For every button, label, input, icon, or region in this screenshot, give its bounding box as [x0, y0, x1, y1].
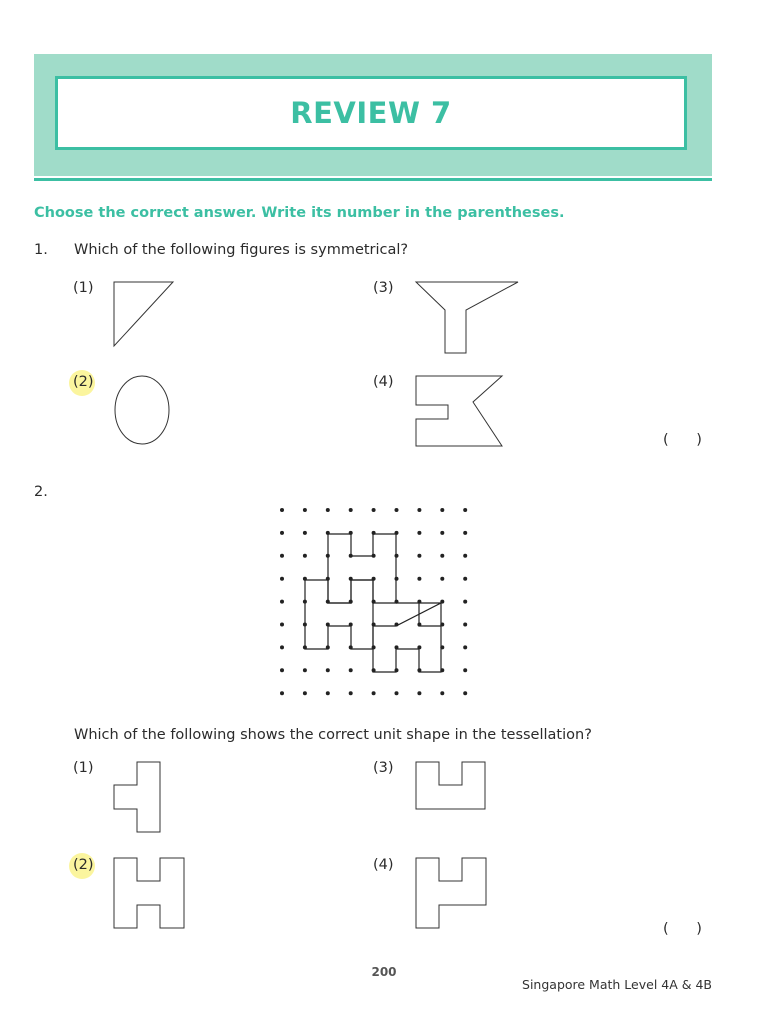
- grid-dot: [280, 600, 284, 604]
- grid-dot: [395, 691, 399, 695]
- grid-dot: [280, 623, 284, 627]
- q2-option-1-shape: [110, 758, 166, 838]
- book-title-footer: Singapore Math Level 4A & 4B: [522, 977, 712, 992]
- page-title: REVIEW 7: [290, 96, 452, 130]
- grid-dot: [280, 645, 284, 649]
- page-number: 200: [371, 965, 397, 979]
- grid-dot: [440, 531, 444, 535]
- grid-dot: [280, 668, 284, 672]
- grid-dot: [303, 554, 307, 558]
- grid-dot: [440, 508, 444, 512]
- grid-dot: [326, 691, 330, 695]
- grid-dot: [326, 508, 330, 512]
- grid-dot: [280, 577, 284, 581]
- q1-option-2-label: (2): [73, 374, 94, 390]
- q1-answer-blank[interactable]: ( ): [663, 432, 702, 448]
- q2-option-2-label: (2): [73, 857, 94, 873]
- question-2-number: 2.: [34, 484, 48, 500]
- grid-dot: [280, 554, 284, 558]
- grid-dot: [349, 668, 353, 672]
- banner-divider: [34, 178, 712, 181]
- grid-dot: [463, 645, 467, 649]
- q1-oval-figure: [110, 372, 176, 450]
- q2-option-4-shape: [412, 854, 492, 934]
- grid-dot: [463, 531, 467, 535]
- grid-dot: [280, 508, 284, 512]
- grid-dot: [280, 531, 284, 535]
- q2-option-3-label: (3): [373, 760, 394, 776]
- grid-dot: [303, 531, 307, 535]
- grid-dot: [463, 577, 467, 581]
- q2-option-3-shape: [412, 758, 492, 814]
- tessellation-piece-2: [305, 580, 373, 649]
- tessellation-dot-grid: [270, 500, 480, 706]
- grid-dot: [417, 508, 421, 512]
- q1-notched-figure: [412, 372, 508, 450]
- review-banner: [34, 54, 712, 176]
- q2-option-4-label: (4): [373, 857, 394, 873]
- question-1-number: 1.: [34, 242, 48, 258]
- grid-dot: [372, 508, 376, 512]
- grid-dot: [349, 508, 353, 512]
- q1-option-3-label: (3): [373, 280, 394, 296]
- grid-dot: [463, 600, 467, 604]
- grid-dot: [326, 668, 330, 672]
- grid-dot: [417, 531, 421, 535]
- q1-triangle-figure: [110, 278, 180, 350]
- q2-option-1-label: (1): [73, 760, 94, 776]
- q2-option-2-shape: [110, 854, 190, 934]
- q1-funnel-figure: [412, 278, 524, 358]
- tessellation-piece-1: [328, 534, 396, 603]
- grid-dot: [440, 554, 444, 558]
- grid-dot: [440, 577, 444, 581]
- grid-dot: [395, 508, 399, 512]
- title-box: [55, 76, 687, 150]
- q2-answer-blank[interactable]: ( ): [663, 921, 702, 937]
- grid-dot: [463, 623, 467, 627]
- grid-dot: [372, 691, 376, 695]
- grid-dot: [463, 668, 467, 672]
- grid-dot: [303, 668, 307, 672]
- question-1-text: Which of the following figures is symmetrical?: [74, 242, 409, 258]
- grid-dot: [417, 691, 421, 695]
- grid-dot: [463, 554, 467, 558]
- q1-option-4-label: (4): [373, 374, 394, 390]
- instruction-text: Choose the correct answer. Write its number in the parentheses.: [34, 205, 565, 221]
- grid-dot: [463, 691, 467, 695]
- grid-dot: [417, 554, 421, 558]
- grid-dot: [303, 691, 307, 695]
- q1-option-1-label: (1): [73, 280, 94, 296]
- grid-dot: [440, 691, 444, 695]
- grid-dot: [463, 508, 467, 512]
- grid-dot: [280, 691, 284, 695]
- tessellation-piece-3: [373, 603, 441, 672]
- grid-dot: [417, 577, 421, 581]
- question-2-text: Which of the following shows the correct unit shape in the tessellation?: [74, 727, 592, 743]
- grid-dot: [349, 691, 353, 695]
- grid-dot: [303, 508, 307, 512]
